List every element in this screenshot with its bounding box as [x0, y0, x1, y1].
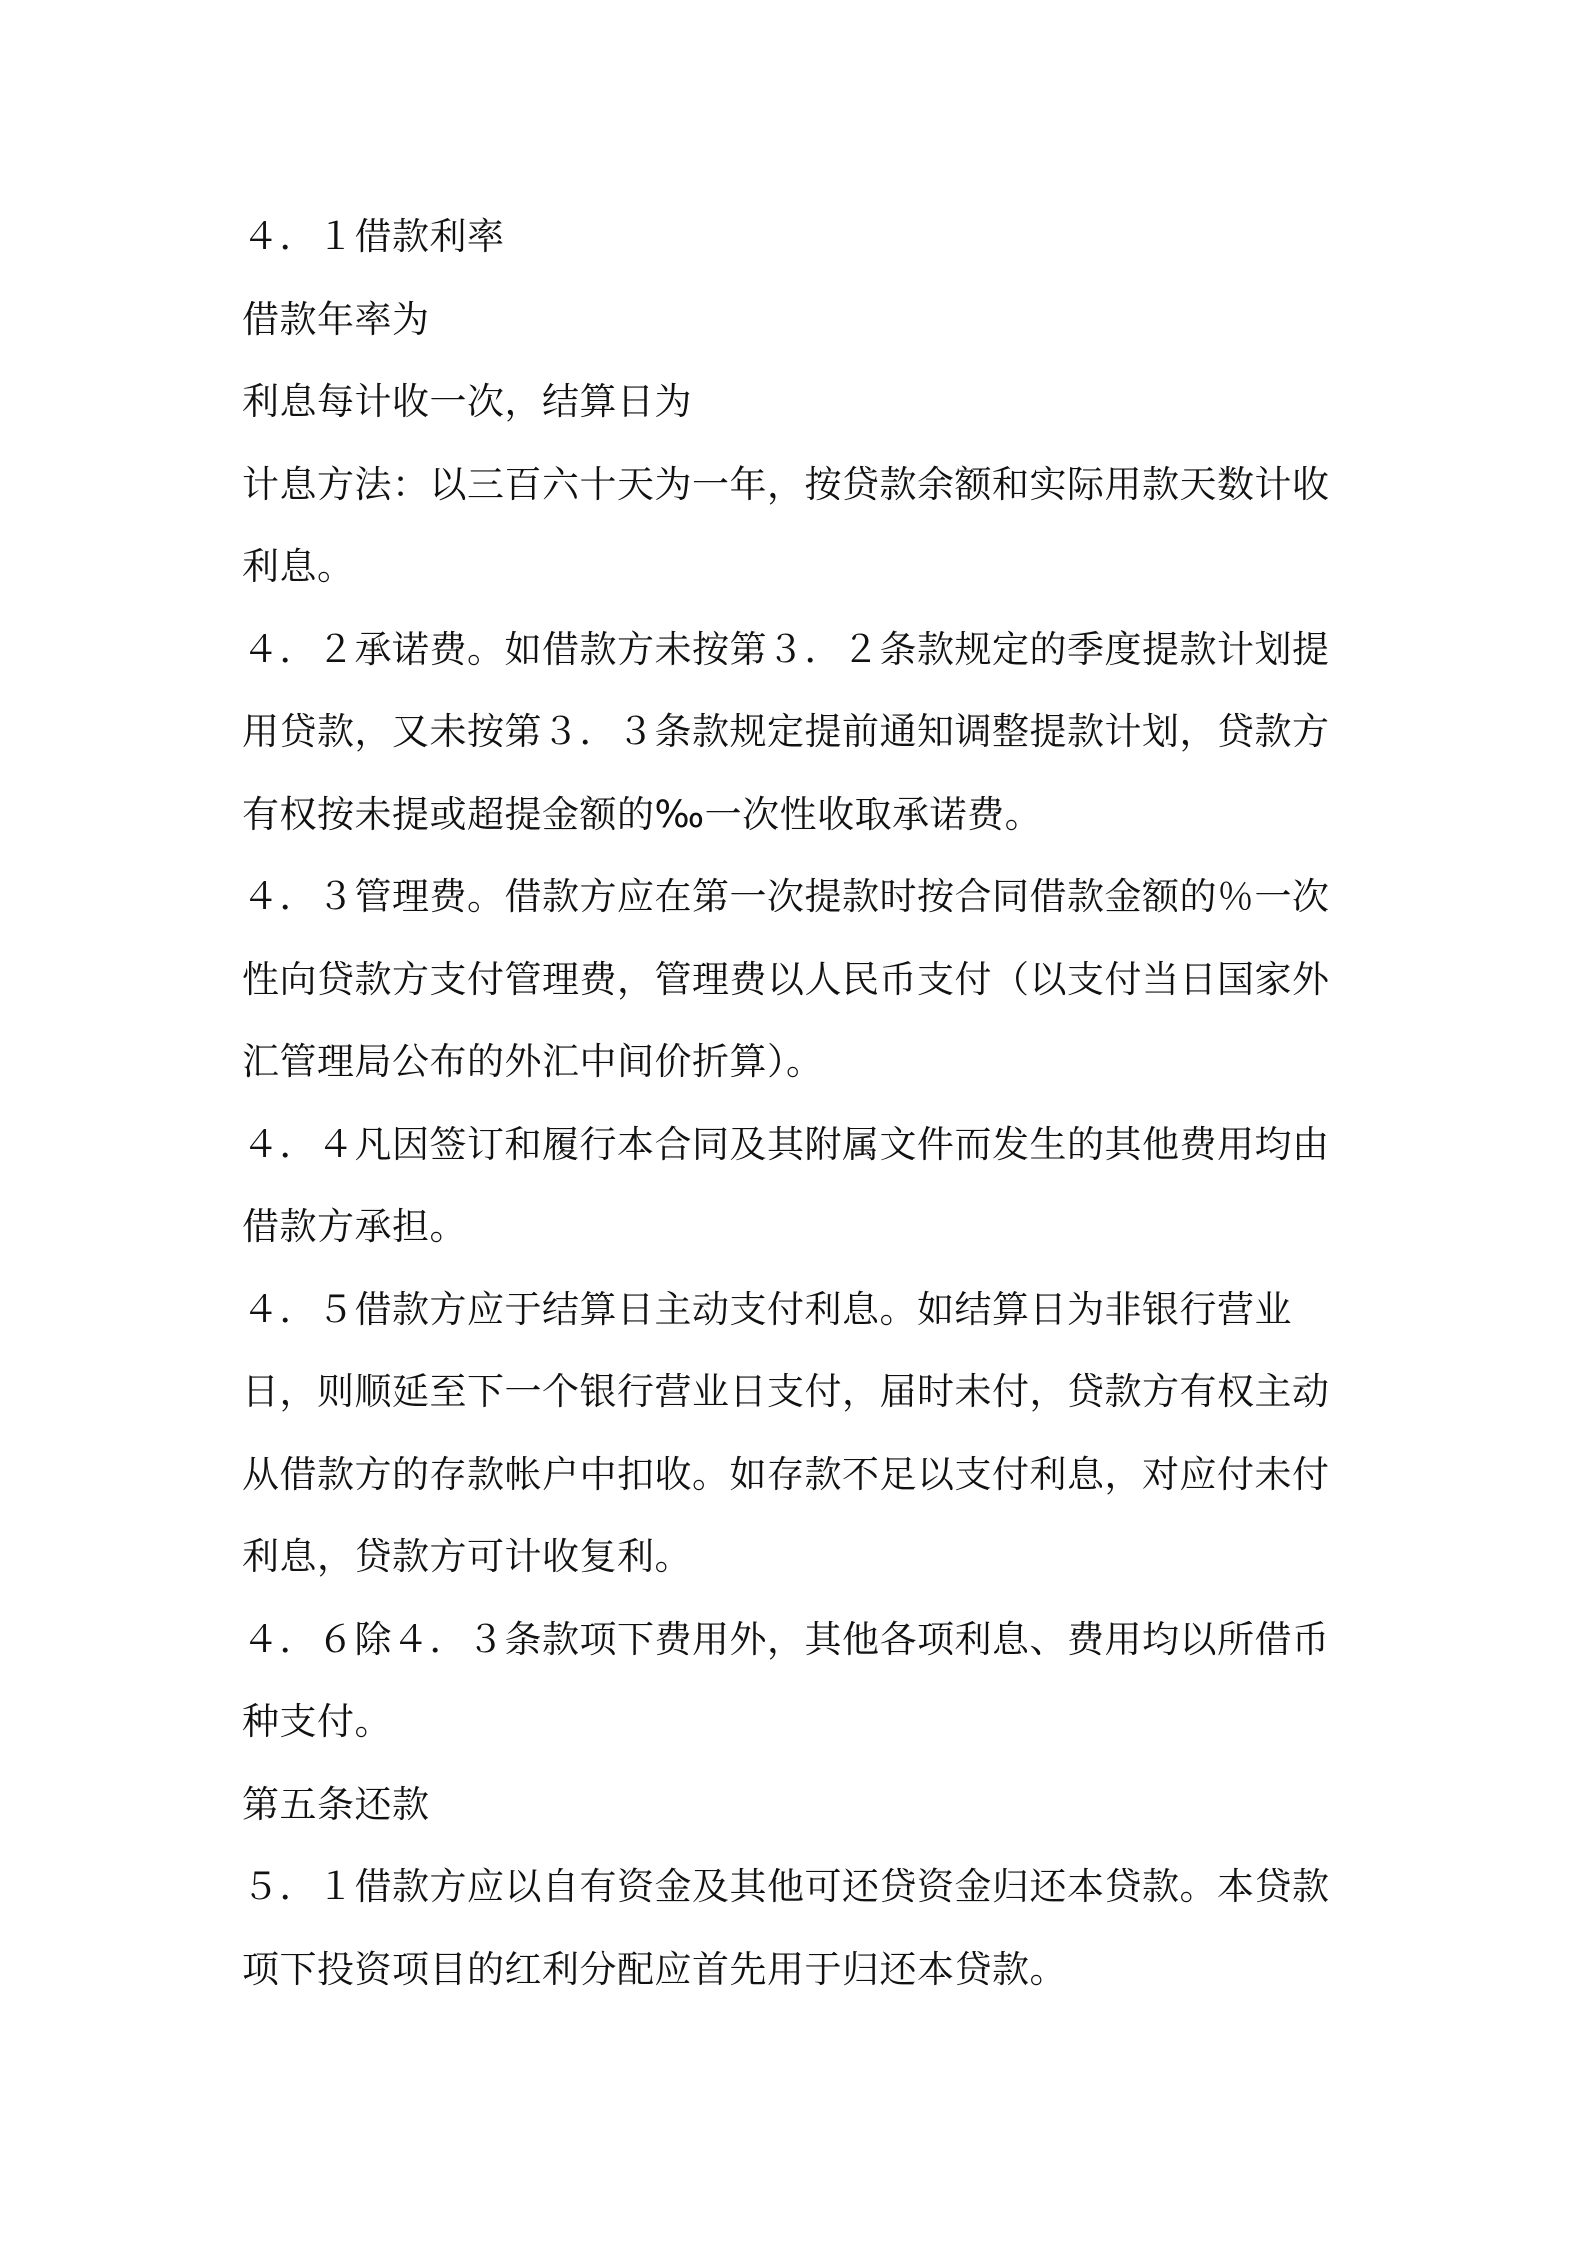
- clause-4-4-other-fees: ４．４凡因签订和履行本合同及其附属文件而发生的其他费用均由借款方承担。: [242, 1122, 1330, 1248]
- annual-rate-line: 借款年率为: [242, 297, 430, 341]
- clause-4-6-currency: ４．６除４．３条款项下费用外，其他各项利息、费用均以所借币种支付。: [242, 1617, 1330, 1743]
- clause-4-2-commitment-fee: ４．２承诺费。如借款方未按第３．２条款规定的季度提款计划提用贷款，又未按第３．３条款规定提前通知调整提款计划，贷款方有权按未提或超提金额的‰一次性收取承诺费。: [242, 627, 1330, 836]
- interest-settlement-line: 利息每计收一次，结算日为: [242, 380, 692, 423]
- clause-4-1-title: ４．１借款利率: [242, 215, 505, 258]
- article-5-heading: 第五条还款: [242, 1782, 430, 1826]
- document-body: [242, 196, 1352, 2011]
- clause-5-1-repayment: ５．１借款方应以自有资金及其他可还贷资金归还本贷款。本贷款项下投资项目的红利分配应首先用于归还本贷款。: [242, 1865, 1330, 1991]
- clause-4-5-interest-payment: ４．５借款方应于结算日主动支付利息。如结算日为非银行营业日，则顺延至下一个银行营业日支付，届时未付，贷款方有权主动从借款方的存款帐户中扣收。如存款不足以支付利息，对应付未付利息，贷款方可计收复利。: [242, 1287, 1330, 1578]
- interest-method-paragraph: 计息方法：以三百六十天为一年，按贷款余额和实际用款天数计收利息。: [242, 462, 1330, 588]
- clause-4-3-management-fee: ４．３管理费。借款方应在第一次提款时按合同借款金额的％一次性向贷款方支付管理费，管理费以人民币支付（以支付当日国家外汇管理局公布的外汇中间价折算）。: [242, 875, 1330, 1083]
